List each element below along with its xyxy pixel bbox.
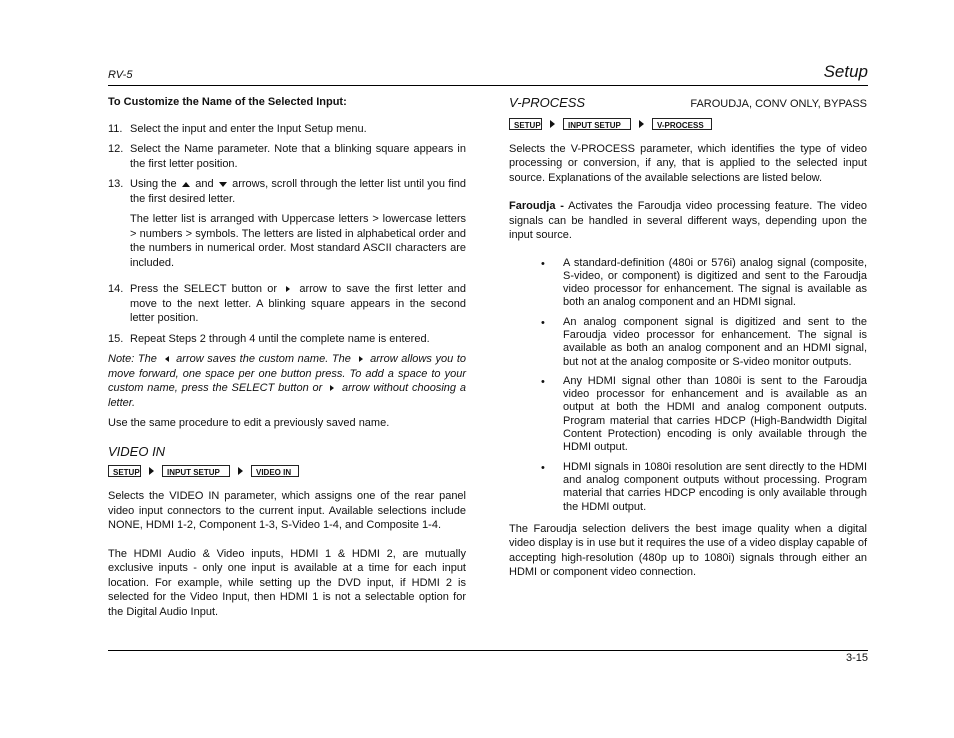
faroudja-paragraph: Faroudja - Activates the Faroudja video processing feature. The video signals can be handled in several different ways, depending upon the input source. (509, 200, 868, 241)
crumb-setup: SETUP (108, 465, 141, 477)
vprocess-menu-path (509, 118, 867, 130)
bullet-item: • HDMI signals in 1080i resolution are sent directly to the HDMI and analog component outputs without processing. Program material that carries HDCP encoding is only available through the HDMI output. (509, 461, 867, 514)
left-arrow-icon (165, 356, 169, 362)
path-arrow-icon (149, 467, 154, 475)
closing-paragraph: The Faroudja selection delivers the best image quality when a digital video display is in use but it requires the use of a video display capable of accepting high-resolution (480p up to 1080i) signals through either an HDMI or component video connection. (509, 522, 867, 579)
note: Note: The arrow saves the custom name. The arrow allows you to move forward, one space per one button press. To add a space to your custom name, press the SELECT button or arrow without choosing a letter. (108, 353, 467, 409)
path-arrow-icon (238, 467, 243, 475)
bullet-item: • A standard-definition (480i or 576i) analog signal (composite, S-video, or component) is digitized and sent to the Faroudja video processor for enhancement. The signal is available as both an analog component and an HDMI signal. (509, 257, 867, 310)
left-column (108, 95, 466, 619)
crumb-setup: SETUP (509, 118, 542, 130)
step-13: 13. Using the and arrows, scroll through the letter list until you find the first desired letter. (108, 178, 467, 205)
step-12: 12. Select the Name parameter. Note that a blinking square appears in the first letter position. (108, 143, 466, 170)
video-in-title: VIDEO IN (108, 443, 166, 459)
same-procedure-text: Use the same procedure to edit a previously saved name. (108, 417, 390, 429)
bullet-dot: • (541, 257, 545, 270)
step-14: 14. Press the SELECT button or arrow to save the first letter and move to the next letter. A blinking square appears in the second letter position. (108, 283, 467, 324)
bullet-dot: • (541, 461, 545, 474)
down-arrow-icon (219, 182, 227, 187)
path-arrow-icon (550, 120, 555, 128)
page-number: 3-15 (845, 652, 868, 664)
header-model: RV-5 (108, 69, 133, 81)
bullet-item: • Any HDMI signal other than 1080i is sent to the Faroudja video processor for enhancement and is available as an output at both the HDMI and analog component outputs. Program material that carries HDCP (High-Bandwidth Digital Content Protection) encoding is only available through the HDMI output. (509, 375, 867, 455)
up-arrow-icon (182, 182, 190, 187)
header-rule (108, 85, 868, 86)
crumb-video-in: VIDEO IN (251, 465, 299, 477)
bullet-item: • An analog component signal is digitized and sent to the Faroudja video processor for enhancement. The signal is available as both an analog component and an HDMI signal, but not at the analog composite or S-video monitor outputs. (509, 316, 867, 369)
hdmi-note: The HDMI Audio & Video inputs, HDMI 1 & HDMI 2, are mutually exclusive inputs - only one input is available at a time for each input location. For example, while setting up the DVD input, if HDMI 2 is selected for the Video Input, then HDMI 1 is not a selectable option for the Digital Audio Input. (108, 547, 466, 618)
right-arrow-icon (330, 385, 334, 391)
footer-rule (108, 650, 868, 651)
header-section-title: Setup (823, 62, 868, 81)
vprocess-header (509, 96, 867, 112)
customize-heading: To Customize the Name of the Selected Input: (108, 96, 347, 108)
step-13-extra: The letter list is arranged with Uppercase letters > lowercase letters > numbers > symbols. The letters are listed in alphabetical order and the numbers in numerical order. Most standard ASCII characters are included. (130, 213, 466, 269)
vprocess-options: FAROUDJA, CONV ONLY, BYPASS (690, 98, 867, 110)
step-11: 11. Select the input and enter the Input Setup menu. (108, 122, 367, 135)
vprocess-description: Selects the V-PROCESS parameter, which identifies the type of video processing or conversion, if any, that is applied to the selected input source. Explanations of the available selections are listed below. (509, 142, 867, 184)
bullet-dot: • (541, 375, 545, 388)
right-arrow-icon (286, 286, 290, 292)
crumb-input-setup: INPUT SETUP (162, 465, 230, 477)
bullet-dot: • (541, 316, 545, 329)
crumb-v-process: V-PROCESS (652, 118, 712, 130)
crumb-input-setup: INPUT SETUP (563, 118, 631, 130)
right-column (509, 96, 867, 580)
step-15: 15. Repeat Steps 2 through 4 until the complete name is entered. (108, 332, 430, 345)
right-arrow-icon (359, 356, 363, 362)
path-arrow-icon (639, 120, 644, 128)
video-in-menu-path (108, 465, 466, 477)
vprocess-title: V-PROCESS (509, 95, 586, 110)
video-in-description: Selects the VIDEO IN parameter, which assigns one of the rear panel video input connectors to the current input. Available selections include NONE, HDMI 1-2, Component 1-3, S-Video 1-4, and Composite 1-4. (108, 490, 466, 531)
